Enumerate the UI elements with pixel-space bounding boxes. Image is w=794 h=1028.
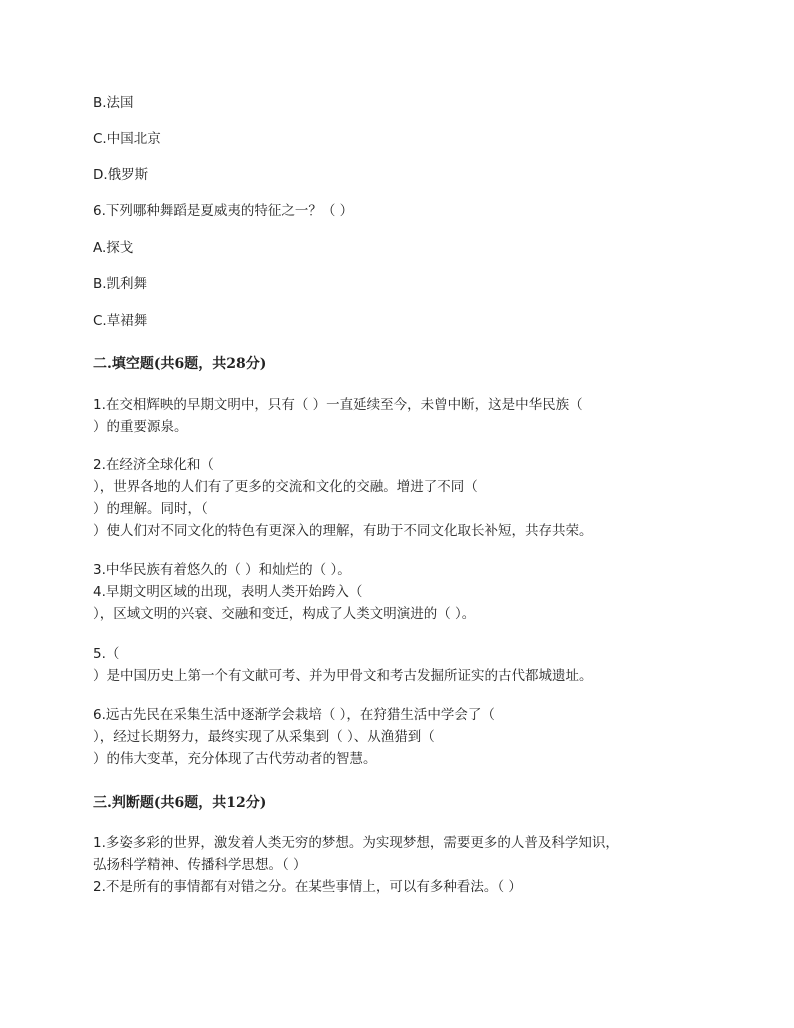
option-d: D.俄罗斯 — [93, 167, 149, 183]
fill-question-2-line: 2.在经济全球化和（ — [93, 457, 214, 473]
fill-question-4-line: 4.早期文明区域的出现，表明人类开始跨入（ — [93, 584, 363, 600]
fill-question-1-line: 1.在交相辉映的早期文明中，只有（ ）一直延续至今，未曾中断，这是中华民族（ — [93, 397, 583, 413]
fill-question-6-line: ），经过长期努力，最终实现了从采集到（ ）、从渔猎到（ — [93, 729, 435, 745]
fill-question-4-line: ），区域文明的兴衰、交融和变迁，构成了人类文明演进的（ ）。 — [93, 606, 476, 622]
fill-question-2-line: ），世界各地的人们有了更多的交流和文化的交融。增进了不同（ — [93, 479, 478, 495]
judge-question-2: 2.不是所有的事情都有对错之分。在某些事情上，可以有多种看法。（ ） — [93, 879, 522, 895]
option-c: C.草裙舞 — [93, 313, 148, 329]
section-heading: 二.填空题(共6题，共28分) — [93, 356, 267, 372]
fill-question-6-line: 6.远古先民在采集生活中逐渐学会栽培（ ），在狩猎生活中学会了（ — [93, 707, 495, 723]
fill-question-5-line: ）是中国历史上第一个有文献可考、并为甲骨文和考古发掘所证实的古代都城遗址。 — [93, 668, 593, 684]
fill-question-5-line: 5.（ — [93, 646, 120, 662]
fill-question-6-line: ）的伟大变革，充分体现了古代劳动者的智慧。 — [93, 751, 377, 767]
judge-question-1-line: 弘扬科学精神、传播科学思想。（ ） — [93, 857, 307, 873]
option-b: B.法国 — [93, 95, 134, 111]
fill-question-3: 3.中华民族有着悠久的（ ）和灿烂的（ ）。 — [93, 562, 351, 578]
option-a: A.探戈 — [93, 240, 134, 256]
section-heading: 三.判断题(共6题，共12分) — [93, 795, 267, 811]
fill-question-2-line: ）的理解。同时，（ — [93, 501, 208, 517]
option-b: B.凯利舞 — [93, 276, 148, 292]
option-c: C.中国北京 — [93, 131, 161, 147]
fill-question-2-line: ）使人们对不同文化的特色有更深入的理解，有助于不同文化取长补短，共存共荣。 — [93, 523, 593, 539]
fill-question-1-line: ）的重要源泉。 — [93, 419, 188, 435]
question-stem: 6.下列哪种舞蹈是夏威夷的特征之一？（ ） — [93, 203, 354, 219]
judge-question-1-line: 1.多姿多彩的世界，激发着人类无穷的梦想。为实现梦想，需要更多的人普及科学知识， — [93, 835, 619, 851]
